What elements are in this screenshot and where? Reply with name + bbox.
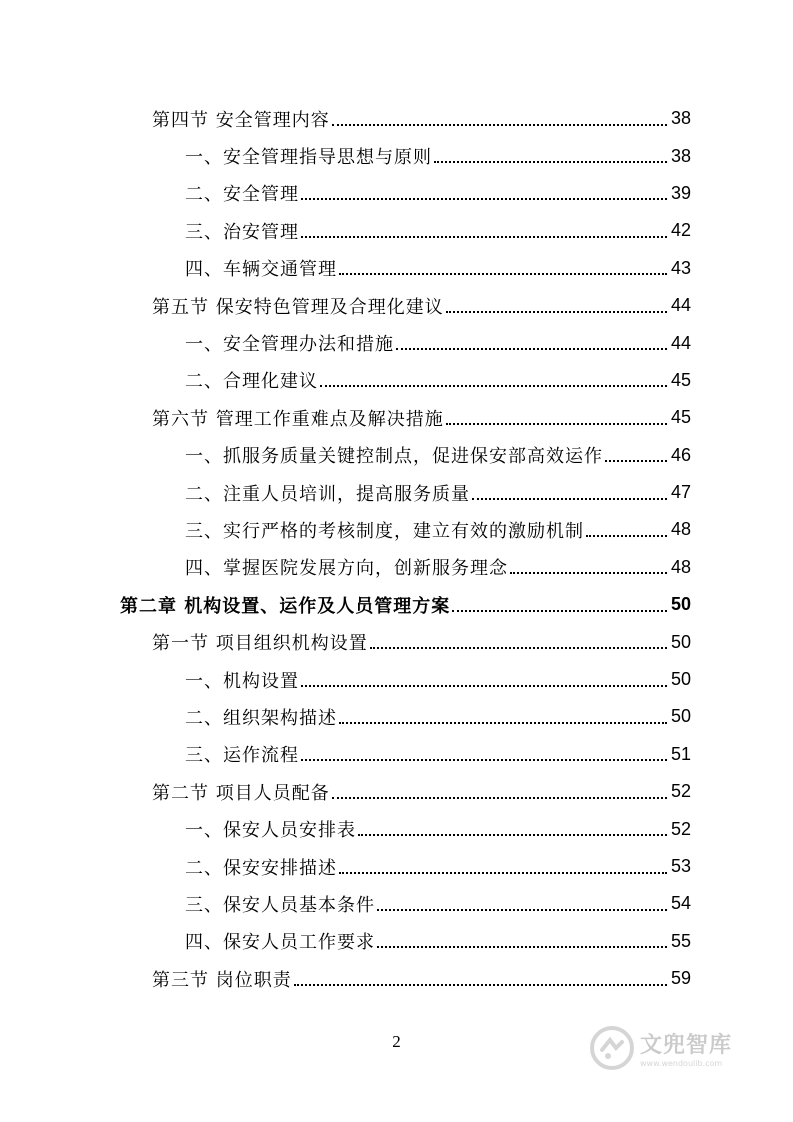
toc-entry[interactable] <box>0 399 793 436</box>
dot-leader <box>446 423 667 425</box>
watermark-title: 文兜智库 <box>640 1033 733 1058</box>
toc-entry-page: 50 <box>671 669 692 690</box>
toc-entry-page: 44 <box>671 332 692 353</box>
toc-entry-label: 第五节 保安特色管理及合理化建议 <box>152 296 444 318</box>
toc-entry[interactable] <box>0 773 793 810</box>
toc-entry-page: 59 <box>671 968 692 989</box>
toc-entry-page: 42 <box>671 220 692 241</box>
dot-leader <box>294 984 667 986</box>
toc-entry-label: 二、合理化建议 <box>185 371 318 393</box>
dot-leader <box>301 198 667 200</box>
dot-leader <box>377 909 667 911</box>
dot-leader <box>377 946 667 948</box>
toc-entry-page: 45 <box>671 407 692 428</box>
toc-entry-page: 47 <box>671 482 692 503</box>
dot-leader <box>301 685 667 687</box>
toc-entry-label: 二、保安安排描述 <box>185 857 337 879</box>
toc-entry-label: 第二章 机构设置、运作及人员管理方案 <box>120 595 451 617</box>
toc-entry-label: 四、车辆交通管理 <box>185 259 337 281</box>
toc-entry-label: 四、保安人员工作要求 <box>185 932 375 954</box>
toc-chapter-entry[interactable] <box>0 586 793 623</box>
watermark-url: www.wendoulib.com <box>640 1059 723 1068</box>
toc-entry[interactable] <box>0 511 793 548</box>
dot-leader <box>339 872 667 874</box>
toc-entry-page: 50 <box>671 594 692 615</box>
dot-leader <box>446 311 667 313</box>
toc-entry[interactable] <box>0 437 793 474</box>
toc-entry-label: 一、保安人员安排表 <box>185 820 356 842</box>
toc-entry[interactable] <box>0 100 793 137</box>
toc-entry-page: 44 <box>671 295 692 316</box>
toc-entry-page: 43 <box>671 257 692 278</box>
toc-entry[interactable] <box>0 736 793 773</box>
dot-leader <box>358 834 667 836</box>
toc-entry[interactable] <box>0 661 793 698</box>
dot-leader <box>301 759 667 761</box>
toc-entry-page: 48 <box>671 556 692 577</box>
table-of-contents <box>0 100 793 997</box>
watermark-text <box>640 1028 732 1068</box>
dot-leader <box>396 348 667 350</box>
toc-entry[interactable] <box>0 175 793 212</box>
dot-leader <box>339 273 667 275</box>
toc-entry-page: 52 <box>671 818 692 839</box>
toc-entry[interactable] <box>0 623 793 660</box>
toc-entry[interactable] <box>0 810 793 847</box>
dot-leader <box>510 572 667 574</box>
toc-entry[interactable] <box>0 250 793 287</box>
dot-leader <box>332 124 667 126</box>
toc-entry-page: 38 <box>671 108 692 129</box>
toc-entry[interactable] <box>0 885 793 922</box>
toc-entry[interactable] <box>0 474 793 511</box>
dot-leader <box>586 535 667 537</box>
watermark <box>590 1018 760 1078</box>
toc-entry[interactable] <box>0 848 793 885</box>
toc-entry-label: 一、安全管理办法和措施 <box>185 334 394 356</box>
toc-entry-label: 第一节 项目组织机构设置 <box>152 633 368 655</box>
toc-entry-page: 39 <box>671 182 692 203</box>
dot-leader <box>472 498 667 500</box>
toc-entry-label: 第六节 管理工作重难点及解决措施 <box>152 408 444 430</box>
toc-entry-page: 51 <box>671 743 692 764</box>
wendou-logo-icon <box>590 1026 634 1070</box>
toc-entry-page: 53 <box>671 856 692 876</box>
toc-entry-page: 46 <box>671 444 692 465</box>
dot-leader <box>452 610 667 612</box>
toc-entry-label: 三、治安管理 <box>185 221 299 243</box>
toc-entry[interactable] <box>0 549 793 586</box>
toc-entry-page: 48 <box>671 519 692 540</box>
toc-entry-label: 四、掌握医院发展方向，创新服务理念 <box>185 558 508 580</box>
toc-entry[interactable] <box>0 960 793 997</box>
toc-entry[interactable] <box>0 923 793 960</box>
toc-entry-label: 第二节 项目人员配备 <box>152 782 330 804</box>
dot-leader <box>320 385 667 387</box>
dot-leader <box>339 722 667 724</box>
toc-entry[interactable] <box>0 212 793 249</box>
toc-entry-label: 一、机构设置 <box>185 670 299 692</box>
dot-leader <box>370 647 667 649</box>
toc-entry-label: 三、保安人员基本条件 <box>185 894 375 916</box>
toc-entry-page: 50 <box>671 706 692 727</box>
toc-entry-page: 52 <box>671 781 692 802</box>
toc-entry-label: 第四节 安全管理内容 <box>152 109 330 131</box>
toc-entry-label: 二、安全管理 <box>185 184 299 206</box>
page-number: 2 <box>392 1032 401 1051</box>
toc-entry-label: 一、安全管理指导思想与原则 <box>185 147 432 169</box>
toc-entry-label: 第三节 岗位职责 <box>152 969 292 991</box>
toc-entry[interactable] <box>0 287 793 324</box>
toc-entry-page: 45 <box>671 369 692 390</box>
toc-entry[interactable] <box>0 362 793 399</box>
toc-entry-label: 三、实行严格的考核制度，建立有效的激励机制 <box>185 520 584 542</box>
dot-leader <box>605 460 667 462</box>
toc-entry-label: 一、抓服务质量关键控制点，促进保安部高效运作 <box>185 446 603 468</box>
toc-entry-label: 二、注重人员培训，提高服务质量 <box>185 483 470 505</box>
toc-entry-page: 50 <box>671 631 692 652</box>
toc-entry-page: 38 <box>671 145 692 166</box>
toc-entry[interactable] <box>0 137 793 174</box>
toc-entry-page: 55 <box>671 930 692 951</box>
dot-leader <box>332 797 667 799</box>
toc-entry[interactable] <box>0 324 793 361</box>
toc-entry-page: 54 <box>671 893 692 914</box>
dot-leader <box>301 236 667 238</box>
toc-entry-label: 三、运作流程 <box>185 745 299 767</box>
dot-leader <box>434 161 667 163</box>
toc-entry[interactable] <box>0 698 793 735</box>
toc-entry-label: 二、组织架构描述 <box>185 707 337 729</box>
